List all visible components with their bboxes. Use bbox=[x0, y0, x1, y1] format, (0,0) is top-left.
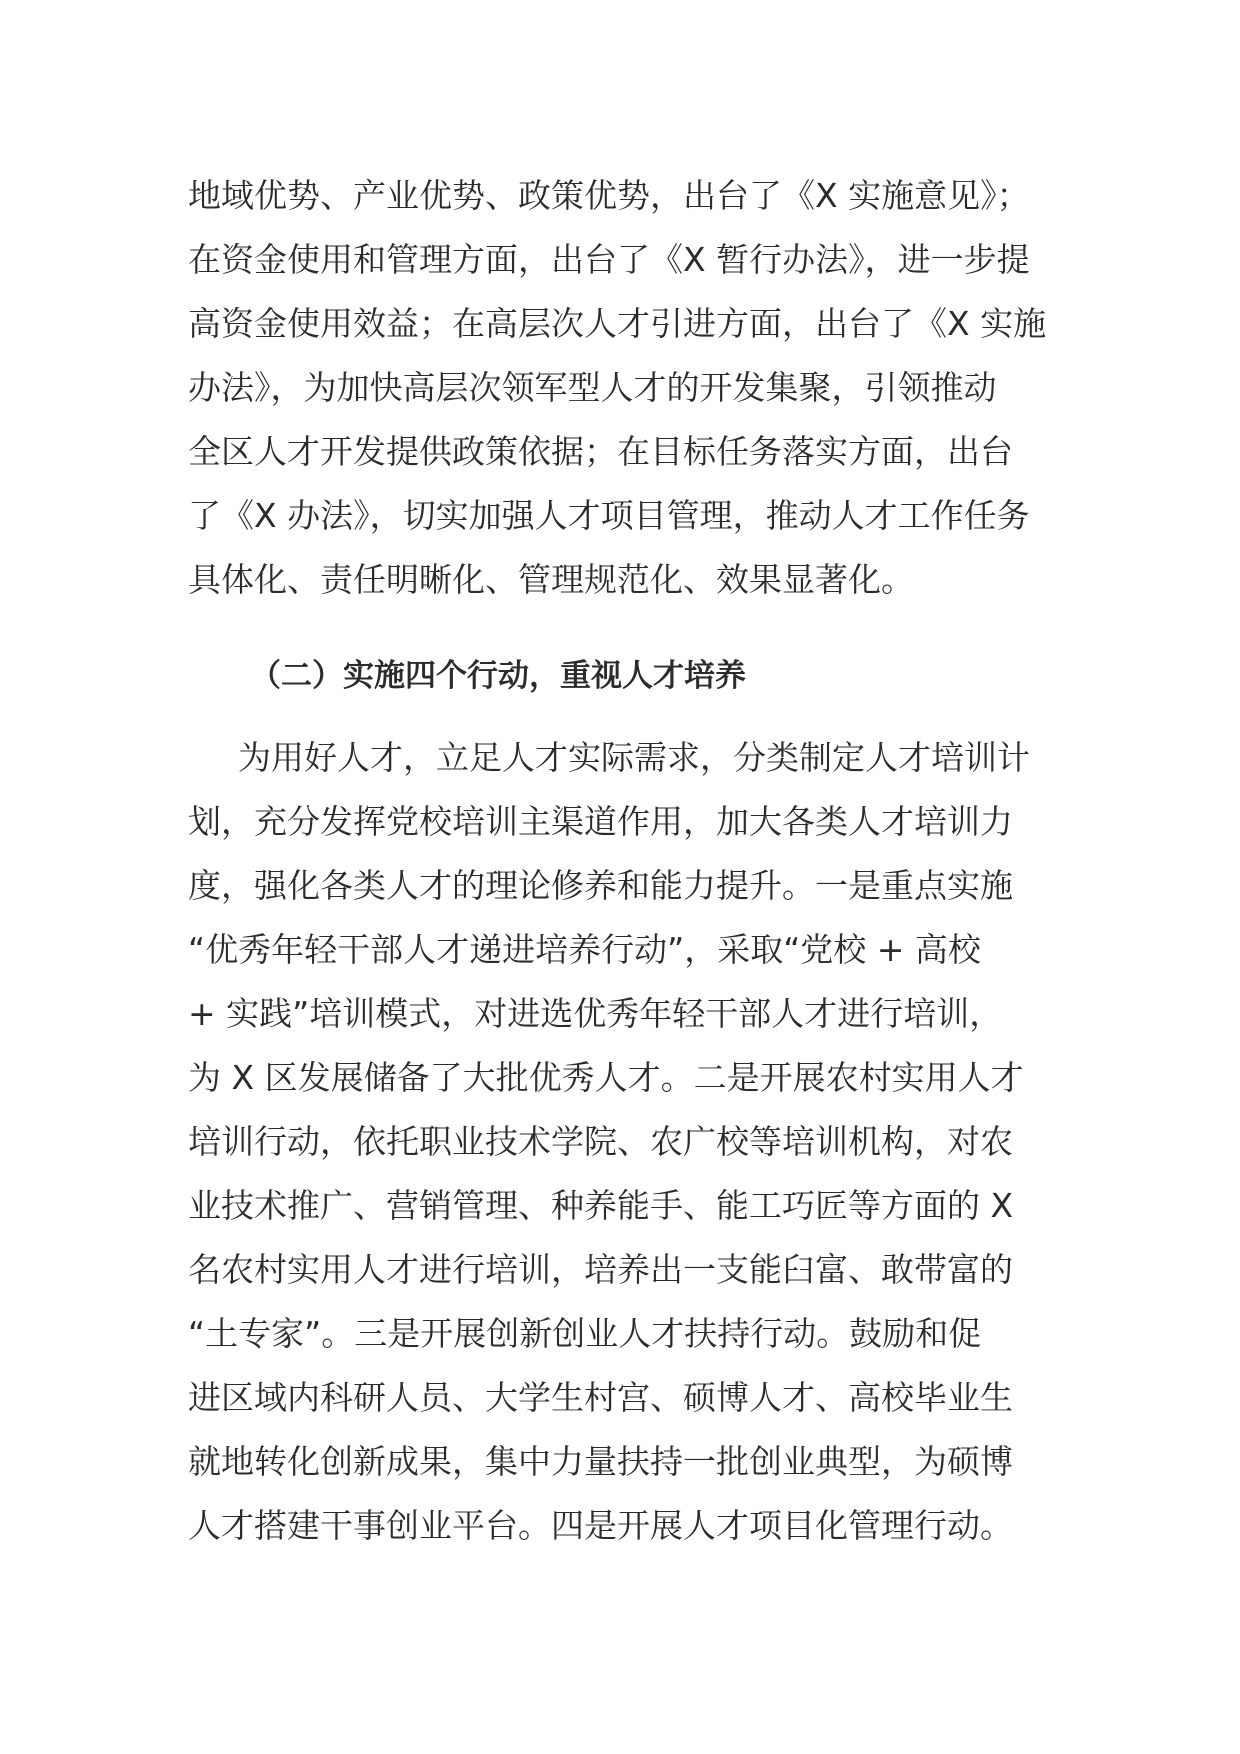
text-line: 在资金使用和管理方面，出台了《X 暂行办法》，进一步提 bbox=[188, 240, 1030, 279]
text-line: 划，充分发挥党校培训主渠道作用，加大各类人才培训力 bbox=[188, 802, 1013, 841]
text-line: 度，强化各类人才的理论修养和能力提升。一是重点实施 bbox=[188, 866, 1013, 905]
text-line: “优秀年轻干部人才递进培养行动”，采取“党校 + 高校 bbox=[188, 930, 981, 969]
section-heading: （二）实施四个行动，重视人才培养 bbox=[250, 658, 746, 694]
text-line: 业技术推广、营销管理、种养能手、能工巧匠等方面的 X bbox=[188, 1186, 1014, 1225]
text-line: 就地转化创新成果，集中力量扶持一批创业典型，为硕博 bbox=[188, 1442, 1013, 1481]
text-line: 具体化、责任明晰化、管理规范化、效果显著化。 bbox=[188, 560, 914, 599]
text-line: 全区人才开发提供政策依据；在目标任务落实方面，出台 bbox=[188, 432, 1013, 471]
text-line: 了《X 办法》，切实加强人才项目管理，推动人才工作任务 bbox=[188, 496, 1030, 535]
text-line: “土专家”。三是开展创新创业人才扶持行动。鼓励和促 bbox=[188, 1314, 982, 1353]
text-line: 人才搭建干事创业平台。四是开展人才项目化管理行动。 bbox=[188, 1506, 1013, 1545]
text-line: 高资金使用效益；在高层次人才引进方面，出台了《X 实施 bbox=[188, 304, 1047, 343]
text-line: 地域优势、产业优势、政策优势，出台了《X 实施意见》； bbox=[188, 176, 1030, 215]
text-line: 进区域内科研人员、大学生村宫、硕博人才、高校毕业生 bbox=[188, 1378, 1013, 1417]
text-line: 办法》，为加快高层次领军型人才的开发集聚，引领推动 bbox=[188, 368, 997, 407]
text-line: 培训行动，依托职业技术学院、农广校等培训机构，对农 bbox=[188, 1122, 1013, 1161]
text-line: 名农村实用人才进行培训，培养出一支能臼富、敢带富的 bbox=[188, 1250, 1013, 1289]
text-line: + 实践”培训模式，对进选优秀年轻干部人才进行培训， bbox=[188, 994, 1003, 1033]
text-line: 为 X 区发展储备了大批优秀人才。二是开展农村实用人才 bbox=[188, 1058, 1024, 1097]
text-line: 为用好人才，立足人才实际需求，分类制定人才培训计 bbox=[238, 738, 1030, 777]
